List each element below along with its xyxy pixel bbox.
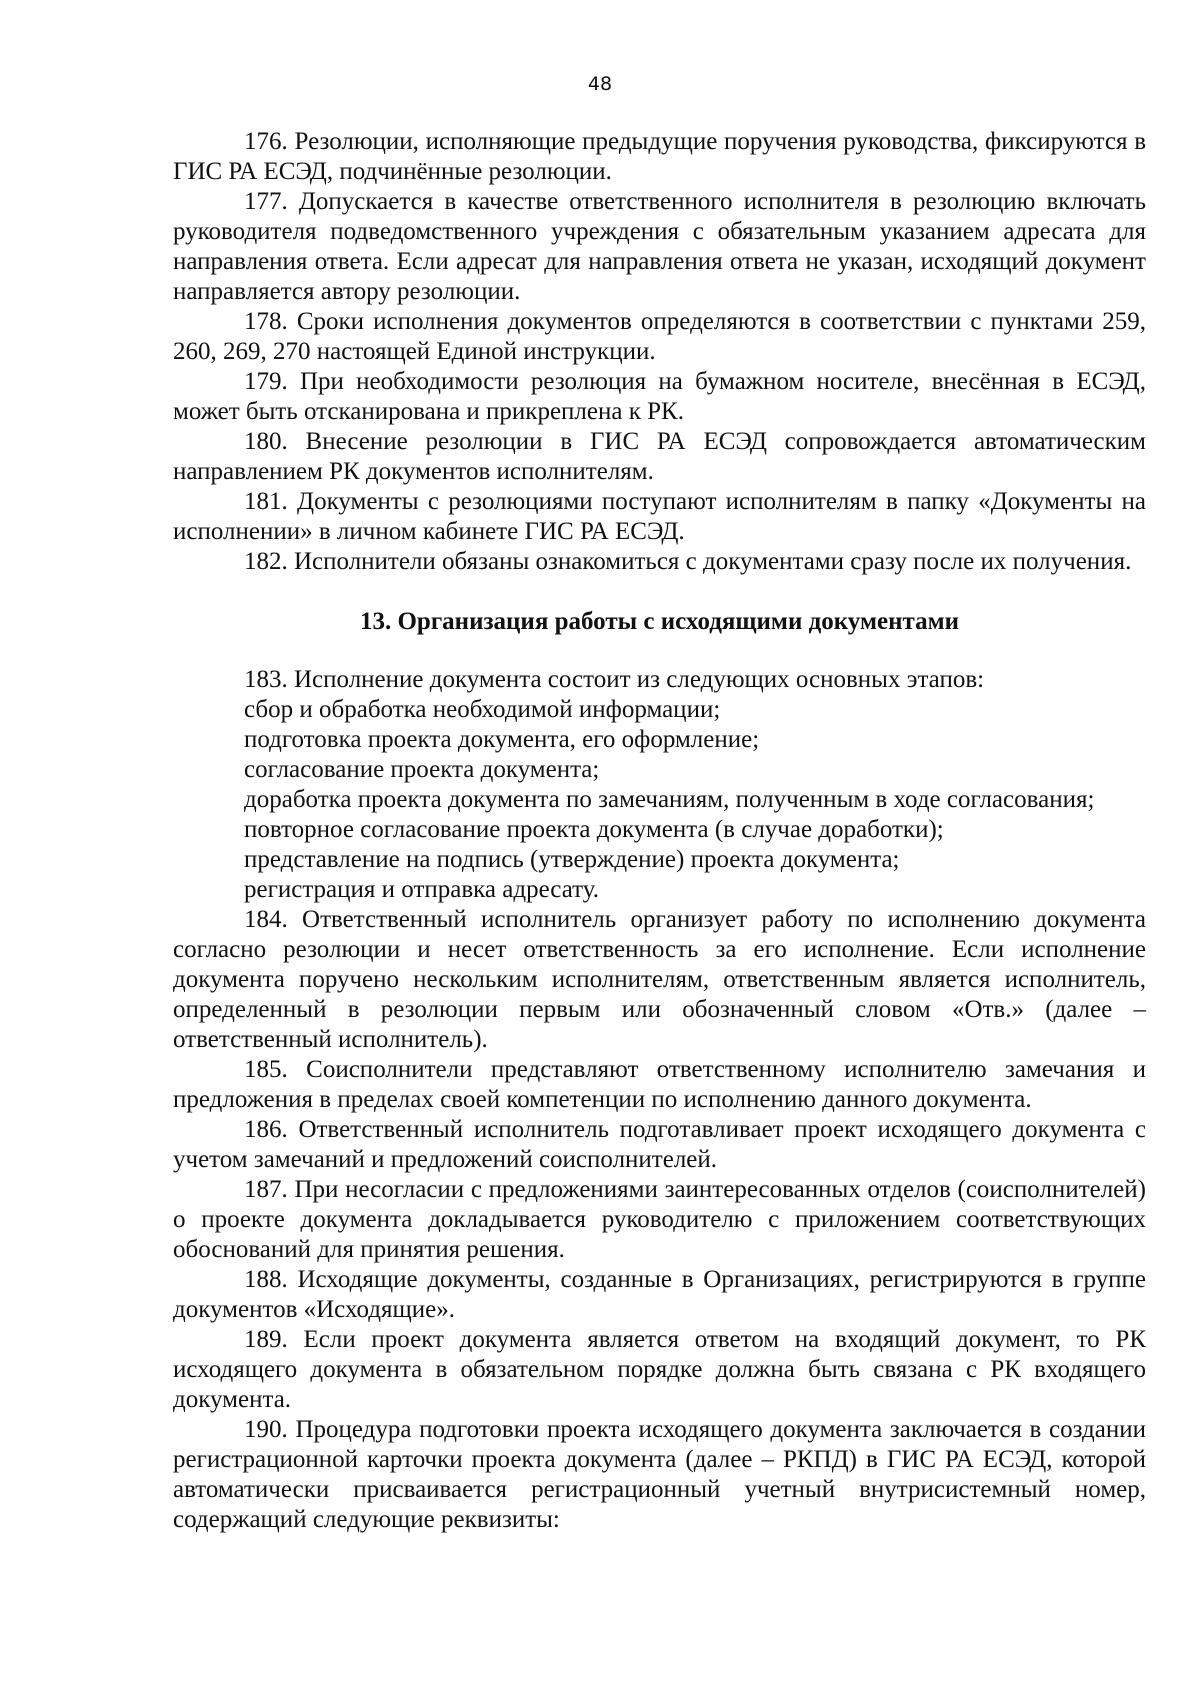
stage-list [173, 695, 1146, 905]
paragraph-180: 180. Внесение резолюции в ГИС РА ЕСЭД сопровождается автоматическим направлением РК документов исполнителям. [173, 428, 1146, 485]
section-heading: 13. Организация работы с исходящими документами [359, 608, 960, 635]
paragraph-190: 190. Процедура подготовки проекта исходящего документа заключается в создании регистрационной карточки проекта документа (далее – РКПД) в ГИС РА ЕСЭД, которой автоматически присваивается регистрационный учетный внутрисистемный номер, содержащий следующие реквизиты: [173, 1416, 1146, 1533]
stage-item: согласование проекта документа; [244, 756, 600, 783]
paragraph-182: 182. Исполнители обязаны ознакомиться с документами сразу после их получения. [244, 548, 1132, 575]
paragraph-181: 181. Документы с резолюциями поступают исполнителям в папку «Документы на исполнении» в личном кабинете ГИС РА ЕСЭД. [173, 488, 1146, 545]
paragraph-189: 189. Если проект документа является ответом на входящий документ, то РК исходящего документа в обязательном порядке должна быть связана с РК входящего документа. [173, 1326, 1146, 1413]
paragraph-188: 188. Исходящие документы, созданные в Организациях, регистрируются в группе документов «Исходящие». [173, 1266, 1146, 1323]
paragraph-187: 187. При несогласии с предложениями заинтересованных отделов (соисполнителей) о проекте документа докладывается руководителю с приложением соответствующих обоснований для принятия решения. [173, 1176, 1146, 1263]
stage-item: представление на подпись (утверждение) проекта документа; [244, 846, 900, 873]
paragraph-184: 184. Ответственный исполнитель организует работу по исполнению документа согласно резолюции и несет ответственность за его исполнение. Если исполнение документа поручено нескольким исполнителям, ответственным является исполнитель, определенный в резолюции первым или обозначенный словом «Отв.» (далее – ответственный исполнитель). [173, 906, 1146, 1053]
paragraph-178: 178. Сроки исполнения документов определяются в соответствии с пунктами 259, 260, 269, 270 настоящей Единой инструкции. [173, 308, 1146, 365]
paragraph-177: 177. Допускается в качестве ответственного исполнителя в резолюцию включать руководителя подведомственного учреждения с обязательным указанием адресата для направления ответа. Если адресат для направления ответа не указан, исходящий документ направляется автору резолюции. [173, 188, 1146, 305]
stage-item: повторное согласование проекта документа (в случае доработки); [244, 816, 944, 843]
page-number: 48 [587, 73, 613, 95]
paragraph-183: 183. Исполнение документа состоит из следующих основных этапов: [244, 666, 985, 693]
document-body [173, 127, 1146, 1535]
paragraph-176: 176. Резолюции, исполняющие предыдущие поручения руководства, фиксируются в ГИС РА ЕСЭД, подчинённые резолюции. [173, 128, 1146, 185]
paragraph-185: 185. Соисполнители представляют ответственному исполнителю замечания и предложения в пределах своей компетенции по исполнению данного документа. [173, 1056, 1146, 1113]
paragraph-186: 186. Ответственный исполнитель подготавливает проект исходящего документа с учетом замечаний и предложений соисполнителей. [173, 1116, 1146, 1173]
stage-item: регистрация и отправка адресату. [244, 876, 600, 903]
stage-item: сбор и обработка необходимой информации; [244, 696, 721, 723]
stage-item: подготовка проекта документа, его оформление; [244, 726, 760, 753]
stage-item: доработка проекта документа по замечаниям, полученным в ходе согласования; [244, 786, 1095, 813]
paragraph-179: 179. При необходимости резолюция на бумажном носителе, внесённая в ЕСЭД, может быть отсканирована и прикреплена к РК. [173, 368, 1146, 425]
